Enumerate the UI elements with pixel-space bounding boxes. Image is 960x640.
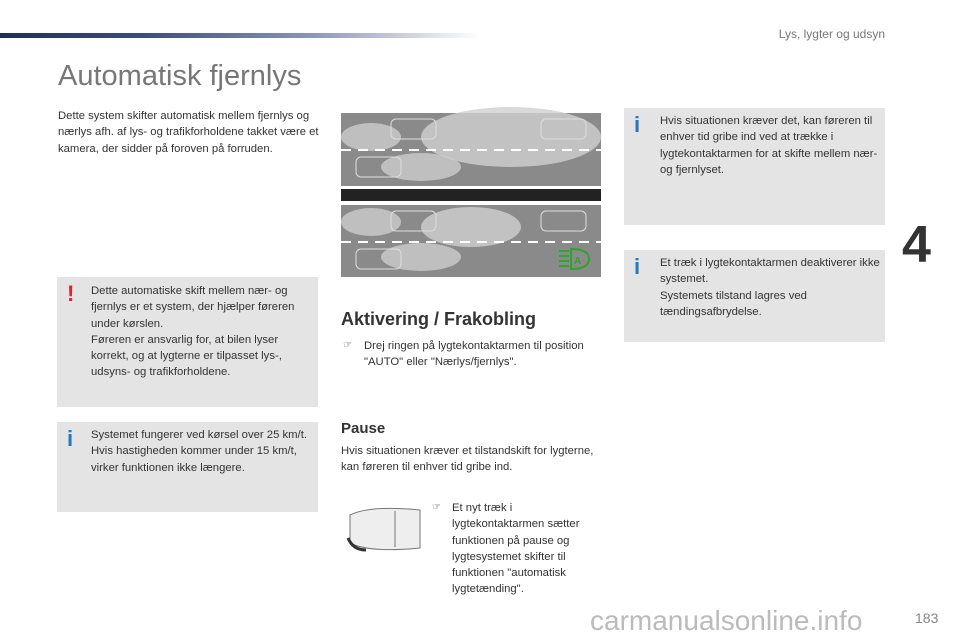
pause-heading: Pause	[341, 420, 386, 437]
light-stalk-image	[345, 503, 425, 553]
info-icon: i	[634, 112, 641, 137]
warning-box	[57, 277, 318, 407]
info-text: Systemet fungerer ved kørsel over 25 km/t.	[91, 429, 307, 441]
activation-text: Drej ringen på lygtekontaktarmen til position "AUTO" eller "Nærlys/fjernlys".	[364, 340, 584, 369]
section-title: Lys, lygter og udsyn	[778, 27, 885, 41]
bullet-icon: ☞	[343, 340, 352, 351]
info-box	[57, 422, 318, 512]
activation-heading: Aktivering / Frakobling	[341, 309, 537, 329]
svg-text:A: A	[574, 256, 582, 267]
info-text: Hvis hastigheden kommer under 15 km/t, virker funktionen ikke længere.	[91, 445, 297, 474]
pause-step-text: Et nyt træk i lygtekontaktarmen sætter funktionen på pause og lygtesystemet skifter til funktionen "automatisk lygtetænding".	[452, 502, 580, 596]
info-text: Et træk i lygtekontaktarmen deaktiverer ikke systemet.	[660, 257, 880, 286]
high-beam-diagram	[341, 107, 601, 282]
page-title: Automatisk fjernlys	[58, 60, 302, 92]
header-bar	[0, 33, 480, 38]
intro-text: Dette system skifter automatisk mellem fjernlys og nærlys afh. af lys- og trafikforholdene takket være et kamera, der sidder på foroven på forruden.	[58, 110, 319, 155]
warning-text: Dette automatiske skift mellem nær- og fjernlys er et system, der hjælper føreren under kørslen.	[91, 285, 295, 330]
page-number: 183	[915, 610, 939, 626]
info-text: Systemets tilstand lagres ved tændingsafbrydelse.	[660, 289, 807, 318]
info-box	[624, 250, 885, 342]
info-text: Hvis situationen kræver det, kan føreren til enhver tid gribe ind ved at trække i lygtekontaktarmen for at skifte mellem nær- og fjernlyset.	[660, 115, 878, 176]
warning-icon: !	[67, 281, 75, 306]
info-icon: i	[634, 254, 641, 279]
info-icon: i	[67, 426, 74, 451]
divider	[341, 189, 601, 201]
pause-text: Hvis situationen kræver et tilstandskift for lygterne, kan føreren til enhver tid gribe ind.	[341, 445, 594, 474]
watermark: carmanualsonline.info	[590, 605, 863, 636]
warning-text: Føreren er ansvarlig for, at bilen lyser korrekt, og at lygterne er tilpasset lys-, udsyns- og trafikforholdene.	[91, 333, 282, 379]
info-box	[624, 108, 885, 225]
chapter-number: 4	[902, 216, 931, 274]
bullet-icon: ☞	[432, 502, 441, 513]
